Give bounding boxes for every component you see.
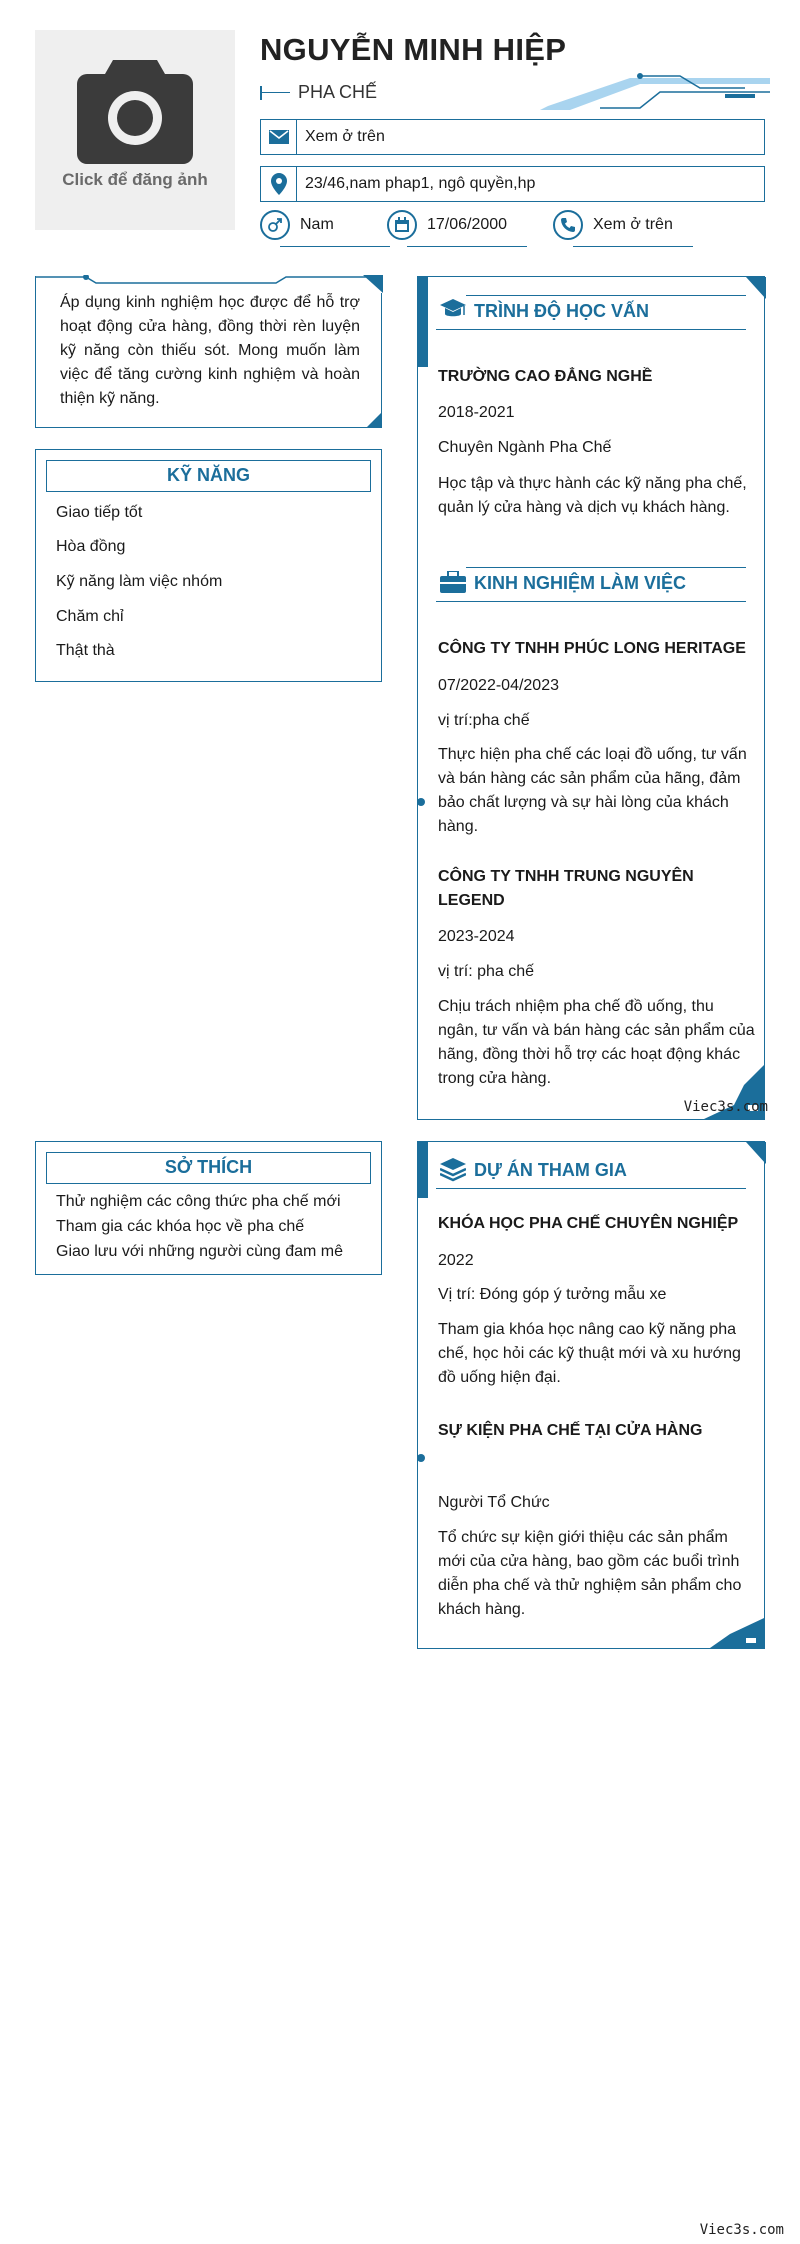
gender-icon xyxy=(260,210,290,240)
panel-side-node xyxy=(416,1453,426,1463)
layers-icon xyxy=(440,1158,466,1182)
skill-item: Kỹ năng làm việc nhóm xyxy=(56,573,223,590)
experience-header-rule xyxy=(436,601,746,602)
education-header-top-rule xyxy=(466,295,746,296)
phone-underline xyxy=(573,246,693,247)
education-section-header xyxy=(436,295,746,331)
education-school: TRƯỜNG CAO ĐẲNG NGHỀ xyxy=(438,368,653,385)
profile-photo-placeholder[interactable] xyxy=(35,30,235,230)
experience-period: 2023-2024 xyxy=(438,928,515,945)
email-value: Xem ở trên xyxy=(305,128,385,145)
hobby-item: Giao lưu với những người cùng đam mê xyxy=(56,1243,344,1260)
graduation-cap-icon xyxy=(440,299,466,321)
location-pin-icon xyxy=(261,167,297,201)
career-objective-box xyxy=(35,276,382,428)
projects-panel xyxy=(417,1141,765,1649)
projects-header-rule xyxy=(436,1188,746,1189)
mail-icon xyxy=(261,120,297,154)
birthday-underline xyxy=(407,246,527,247)
career-objective-text: Áp dụng kinh nghiệm học được để hỗ trợ hoạt động cửa hàng, đồng thời rèn luyện kỹ năng còn thiếu sót. Mong muốn làm việc để tăng cường kinh nghiệm và hoàn thiện kỹ năng. xyxy=(60,294,360,407)
project-period: 2022 xyxy=(438,1252,474,1269)
project-description: Tổ chức sự kiện giới thiệu các sản phẩm mới của cửa hàng, bao gồm các buổi trình diễn pha chế và thử nghiệm sản phẩm cho khách hàng. xyxy=(438,1529,742,1618)
education-description: Học tập và thực hành các kỹ năng pha chế, quản lý cửa hàng và dịch vụ khách hàng. xyxy=(438,475,747,516)
skill-item: Thật thà xyxy=(56,642,115,659)
experience-position: vị trí:pha chế xyxy=(438,712,530,729)
birthday-value: 17/06/2000 xyxy=(427,216,508,233)
job-title-text: PHA CHẾ xyxy=(298,82,378,102)
project-role: Người Tổ Chức xyxy=(438,1494,550,1511)
panel-side-node xyxy=(416,797,426,807)
summary-corner-decoration xyxy=(367,413,381,427)
header-decoration xyxy=(540,70,770,115)
panel-top-right-decoration xyxy=(746,277,766,299)
education-major: Chuyên Ngành Pha Chế xyxy=(438,439,612,456)
skills-box xyxy=(35,449,382,682)
education-experience-panel xyxy=(417,276,768,1120)
experience-header-top-rule xyxy=(466,567,746,568)
hobbies-box xyxy=(35,1141,382,1275)
email-field[interactable] xyxy=(260,119,765,155)
experience-description: Thực hiện pha chế các loại đồ uống, tư vấn và bán hàng các sản phẩm của hãng, đảm bảo chất lượng và sự hài lòng của khách hàng. xyxy=(438,746,747,835)
briefcase-icon xyxy=(440,571,466,593)
experience-company: CÔNG TY TNHH TRUNG NGUYÊN LEGEND xyxy=(438,868,694,909)
experience-company: CÔNG TY TNHH PHÚC LONG HERITAGE xyxy=(438,640,746,657)
experience-period: 07/2022-04/2023 xyxy=(438,677,559,694)
education-title: TRÌNH ĐỘ HỌC VẤN xyxy=(474,301,649,321)
panel-top-right-decoration xyxy=(746,1142,766,1164)
skill-item: Hòa đồng xyxy=(56,538,126,555)
title-tick-decoration xyxy=(260,86,290,100)
calendar-icon xyxy=(387,210,417,240)
phone-value: Xem ở trên xyxy=(593,216,673,233)
education-header-rule xyxy=(436,329,746,330)
panel-side-bar xyxy=(418,1142,428,1198)
hobby-item: Thử nghiệm các công thức pha chế mới xyxy=(56,1193,341,1210)
project-name: SỰ KIỆN PHA CHẾ TẠI CỬA HÀNG xyxy=(438,1422,703,1439)
project-name: KHÓA HỌC PHA CHẾ CHUYÊN NGHIỆP xyxy=(438,1215,739,1232)
photo-caption: Click để đăng ảnh xyxy=(62,170,208,189)
phone-info xyxy=(553,210,673,240)
watermark: Viec3s.com xyxy=(683,1099,768,1115)
footer-watermark: Viec3s.com xyxy=(699,2222,784,2238)
job-title xyxy=(260,82,377,103)
experience-section-header xyxy=(436,567,746,603)
skill-item: Chăm chỉ xyxy=(56,608,124,625)
address-field[interactable] xyxy=(260,166,765,202)
projects-section-header xyxy=(436,1154,746,1190)
phone-icon xyxy=(553,210,583,240)
gender-underline xyxy=(280,246,390,247)
address-value: 23/46,nam phap1, ngô quyền,hp xyxy=(305,175,536,192)
candidate-name: NGUYỄN MINH HIỆP xyxy=(260,32,567,67)
gender-value: Nam xyxy=(300,216,334,233)
education-period: 2018-2021 xyxy=(438,404,515,421)
experience-title: KINH NGHIỆM LÀM VIỆC xyxy=(474,573,687,593)
hobbies-title: SỞ THÍCH xyxy=(46,1152,371,1184)
skill-item: Giao tiếp tốt xyxy=(56,504,143,521)
birthday-info xyxy=(387,210,507,240)
camera-icon xyxy=(75,56,195,166)
projects-title: DỰ ÁN THAM GIA xyxy=(474,1160,627,1180)
experience-position: vị trí: pha chế xyxy=(438,963,535,980)
panel-corner-decoration xyxy=(710,1618,764,1648)
skills-title: KỸ NĂNG xyxy=(46,460,371,492)
panel-side-bar xyxy=(418,277,428,367)
experience-description: Chịu trách nhiệm pha chế đồ uống, thu ngân, tư vấn và bán hàng các sản phẩm của hãng, đồng thời hỗ trợ các hoạt động khác trong cửa hàng. xyxy=(438,998,755,1087)
project-description: Tham gia khóa học nâng cao kỹ năng pha chế, học hỏi các kỹ thuật mới và xu hướng đồ uống hiện đại. xyxy=(438,1321,741,1386)
project-role: Vị trí: Đóng góp ý tưởng mẫu xe xyxy=(438,1286,667,1303)
gender-info xyxy=(260,210,334,240)
hobby-item: Tham gia các khóa học về pha chế xyxy=(56,1218,305,1235)
